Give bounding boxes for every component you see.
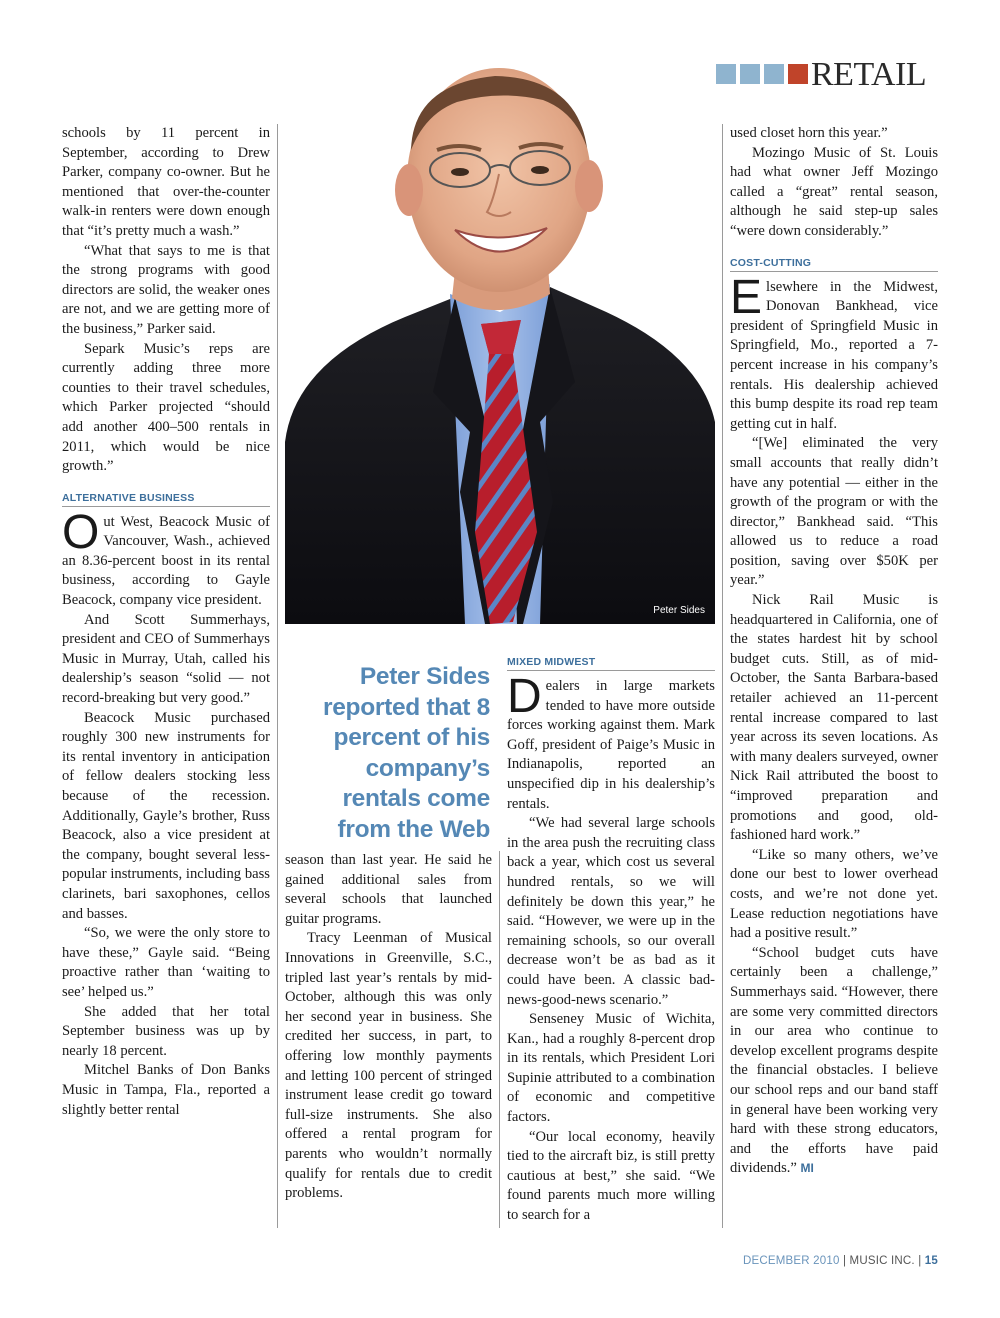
column-divider — [499, 851, 500, 1228]
article-column-2 — [285, 851, 492, 1204]
subhead-cost-cutting: COST-CUTTING — [730, 256, 938, 272]
header-square — [716, 64, 736, 84]
paragraph: “So, we were the only store to have these,” Gayle said. “Being proactive rather than ‘waiting to see’ helped us.” — [62, 925, 270, 1000]
paragraph: Separk Music’s reps are currently adding three more counties to their travel schedules, which Parker projected “should add another 400–500 rentals in 2011, which would be nice growth.” — [62, 340, 270, 475]
paragraph: Nick Rail Music is headquartered in California, one of the states hardest hit by school budget cuts. Still, as of mid-October, the Santa Barbara-based retailer achieved an 11-percent rental increase compared to last year across its seven locations. As with many dealers surveyed, owner Nick Rail attributed the boost to “improved preparation and promotions and good, old-fashioned hard work.” — [730, 592, 938, 844]
header-square-accent — [788, 64, 808, 84]
article-column-1 — [62, 124, 270, 1230]
footer-separator: | — [842, 1255, 847, 1267]
paragraph: Tracy Leenman of Musical Innovations in Greenville, S.C., tripled last year’s rentals by mid-October, although this was only her second year in business. She credited her success, in part, to offering low monthly payments and letting 100 percent of stringed instrument lease credit go toward full-size instruments. She also offered a rental program for parents who wouldn’t normally qualify for rentals due to credit problems. — [285, 930, 492, 1202]
paragraph: “Our local economy, heavily tied to the aircraft biz, is still pretty cautious at best,” she said. “We found parents much more willing to search for a — [507, 1128, 715, 1224]
header-square — [764, 64, 784, 84]
pull-quote: Peter Sides reported that 8 percent of his company’s rentals come from the Web — [322, 663, 490, 843]
subhead-mixed-midwest: MIXED MIDWEST — [507, 655, 715, 671]
footer-separator: | — [918, 1255, 922, 1267]
paragraph: schools by 11 percent in September, according to Drew Parker, company co-owner. But he mentioned that over-the-counter walk-in renters were down enough that “it’s pretty much a wash.” — [62, 125, 270, 239]
article-column-4 — [730, 124, 938, 1179]
end-mark: MI — [800, 1161, 814, 1176]
article-column-3 — [507, 655, 715, 1226]
paragraph: Mitchel Banks of Don Banks Music in Tampa, Fla., reported a slightly better rental — [62, 1062, 270, 1118]
paragraph: Mozingo Music of St. Louis had what owner Jeff Mozingo called a “great” rental season, although he said step-up sales “were down considerably.” — [730, 144, 938, 239]
footer-date: DECEMBER 2010 — [742, 1255, 840, 1267]
page-number: 15 — [924, 1255, 938, 1267]
section-title: RETAIL — [811, 56, 927, 93]
footer-magazine: MUSIC INC. — [849, 1255, 915, 1267]
section-header — [716, 56, 927, 93]
paragraph: “We had several large schools in the area push the recruiting class back a year, which cost us several hundred rentals, so we will definitely be down this year,” he said. “However, we were up in the remaining schools, so our overall decrease won’t be as bad as it could have been. A classic bad-news-good-news scenario.” — [507, 815, 715, 1008]
paragraph: She added that her total September business was up by nearly 18 percent. — [62, 1003, 270, 1059]
paragraph-lead: Out West, Beacock Music of Vancouver, Wash., achieved an 8.36-percent boost in its rental business, according to Gayle Beacock, company vice president. — [62, 505, 270, 609]
subhead-alternative-business: ALTERNATIVE BUSINESS — [62, 491, 270, 507]
paragraph: “What that says to me is that the strong programs with good directors are solid, the weaker ones are not, and we are getting more of the business,” Parker said. — [62, 242, 270, 337]
paragraph: “School budget cuts have certainly been a challenge,” Summerhays said. “However, there are some very committed directors in our area who continue to develop excellent programs despite the financial obstacles. I believe our school reps and our band staff in general have been working very hard with these strong educators, and the efforts have paid dividends.” MI — [730, 944, 938, 1177]
paragraph: “Like so many others, we’ve done our best to lower overhead costs, and we’re not done yet. Lease reduction negotiations have had a positive result.” — [730, 846, 938, 942]
column-divider — [277, 124, 278, 1228]
paragraph: season than last year. He said he gained additional sales from several schools that launched guitar programs. — [285, 852, 492, 927]
column-divider — [722, 124, 723, 1228]
paragraph: “[We] eliminated the very small accounts that really didn’t have any potential — either in the growth of the program or with the director,” Bankhead said. “This allowed us to reduce a road position, saving over $50K per year.” — [730, 435, 938, 589]
paragraph: Senseney Music of Wichita, Kan., had a roughly 8-percent drop in its rentals, which President Lori Supinie attributed to a combination of economic and competitive factors. — [507, 1011, 715, 1126]
page-footer — [743, 1255, 938, 1267]
paragraph-lead: Dealers in large markets tended to have more outside forces working against them. Mark Goff, president of Paige’s Music in Indianapolis, reported an unspecified dip in his dealership’s rentals. — [507, 670, 715, 812]
drop-cap: D — [507, 670, 542, 723]
portrait-photo — [285, 62, 715, 624]
header-square — [740, 64, 760, 84]
paragraph-lead: Elsewhere in the Midwest, Donovan Bankhead, vice president of Springfield Music in Springfield, Mo., reported a 7-percent increase in his company’s rentals. His dealership achieved this bump despite its road rep team getting cut in half. — [730, 270, 938, 432]
portrait-illustration — [285, 62, 715, 624]
paragraph: used closet horn this year.” — [730, 125, 888, 141]
paragraph: Beacock Music purchased roughly 300 new instruments for its rental inventory in anticipation of fellow dealers stocking less because of the recession. Additionally, Gayle’s brother, Russ Beacock, also a vice president at the company, bought several less-popular instruments, including bass clarinets, bari saxophones, cellos and basses. — [62, 709, 270, 922]
drop-cap: E — [730, 270, 763, 324]
drop-cap: O — [62, 505, 100, 559]
paragraph: And Scott Summerhays, president and CEO of Summerhays Music in Murray, Utah, called his dealership’s season “solid — not record-breaking but very good.” — [62, 611, 270, 707]
photo-caption: Peter Sides — [653, 605, 705, 616]
